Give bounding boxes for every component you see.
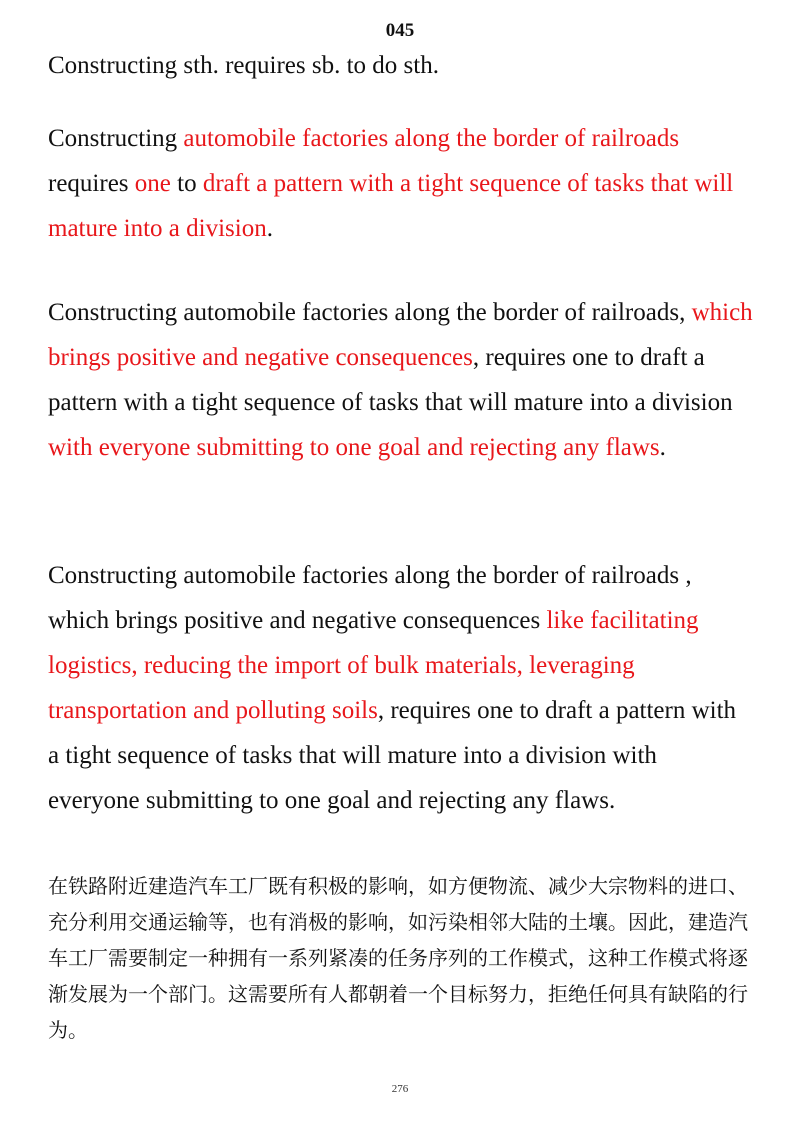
paragraph-segment: Constructing automobile factories along the border of railroads , which brings positive and negative consequences: [48, 562, 692, 634]
highlighted-segment: draft a pattern with a tight sequence of tasks that will mature into a division: [48, 170, 734, 242]
example-paragraph-3: [48, 553, 753, 823]
sentence-pattern: Constructing sth. requires sb. to do sth.: [48, 52, 439, 79]
paragraph-segment: , requires one to draft a pattern with a tight sequence of tasks that will mature into a division: [48, 344, 733, 416]
paragraph-segment: Constructing automobile factories along the border of railroads,: [48, 299, 692, 326]
paragraph-segment: .: [266, 215, 273, 242]
page-header-number: 045: [385, 20, 415, 41]
paragraph-segment: requires: [48, 170, 135, 197]
paragraph-segment: .: [659, 434, 666, 461]
highlighted-segment: like facilitating logistics, reducing the import of bulk materials, leveraging transportation and polluting soils: [48, 607, 699, 724]
paragraph-segment: to: [170, 170, 203, 197]
page-footer-number: 276: [391, 1083, 409, 1095]
highlighted-segment: automobile factories along the border of railroads: [183, 125, 680, 152]
chinese-translation: 在铁路附近建造汽车工厂既有积极的影响，如方便物流、减少大宗物料的进口、充分利用交通运输等，也有消极的影响，如污染相邻大陆的土壤。因此，建造汽车工厂需要制定一种拥有一系列紧凑的任务序列的工作模式，这种工作模式将逐渐发展为一个部门。这需要所有人都朝着一个目标努力，拒绝任何具有缺陷的行为。: [48, 874, 748, 1042]
highlighted-segment: with everyone submitting to one goal and rejecting any flaws: [48, 434, 660, 461]
example-paragraph-1: [48, 116, 753, 251]
highlighted-segment: one: [134, 170, 171, 197]
example-paragraph-2: [48, 290, 753, 470]
paragraph-segment: Constructing: [48, 125, 184, 152]
highlighted-segment: which brings positive and negative consequences: [48, 299, 753, 371]
paragraph-segment: , requires one to draft a pattern with a tight sequence of tasks that will mature into a division with everyone submitting to one goal and rejecting any flaws.: [48, 697, 737, 814]
